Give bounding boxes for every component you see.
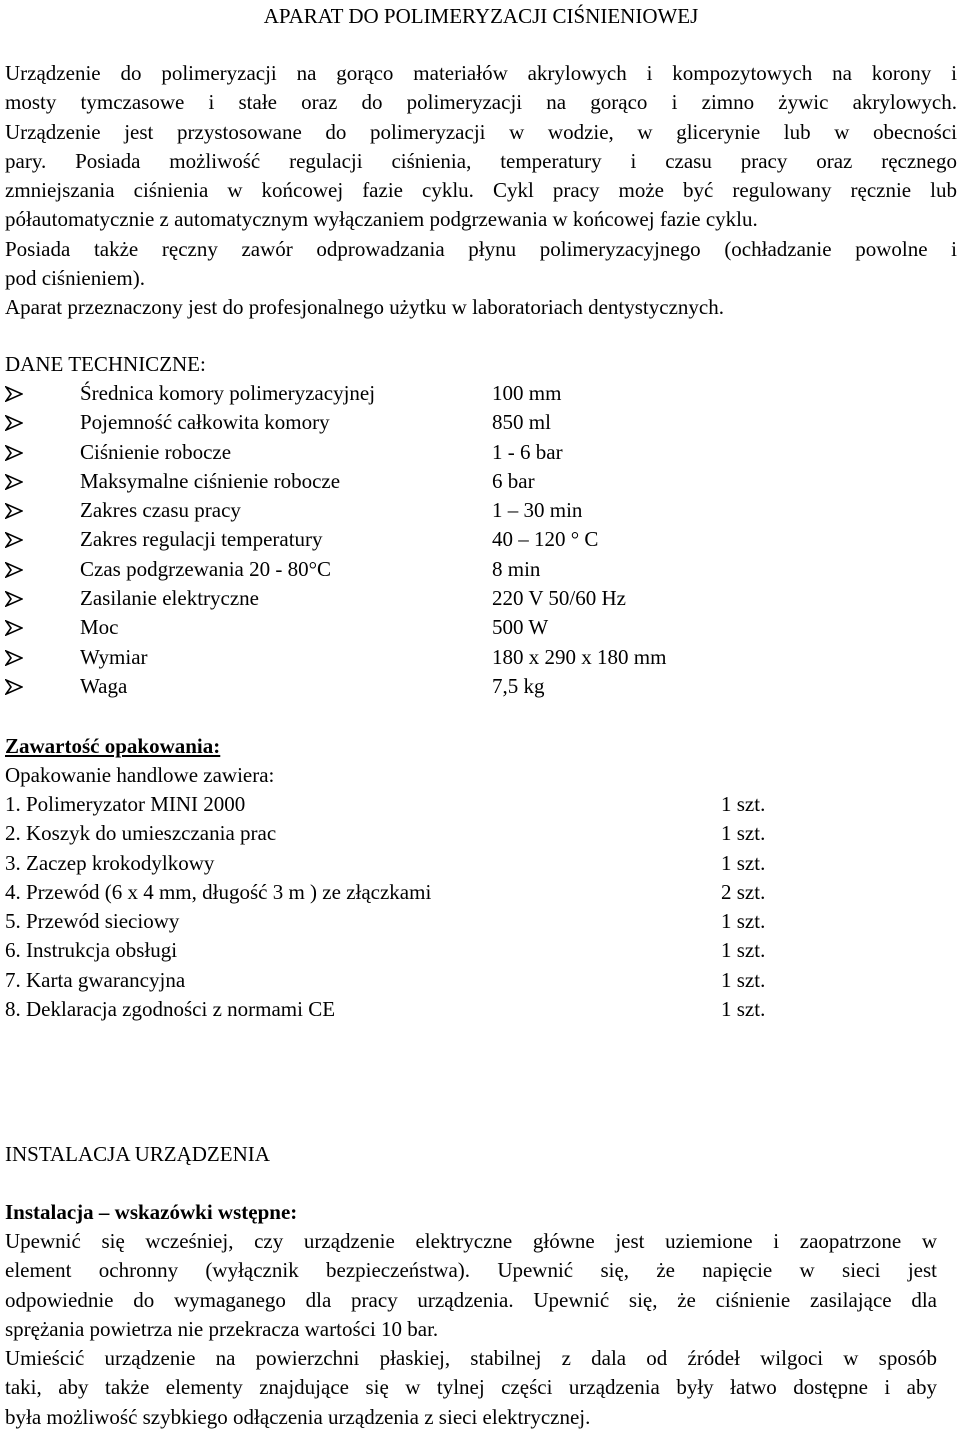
arrow-bullet-icon <box>5 613 27 642</box>
install-paragraph <box>5 1227 937 1432</box>
document-title: APARAT DO POLIMERYZACJI CIŚNIENIOWEJ <box>263 4 699 28</box>
package-item-qty: 1 szt. <box>721 792 766 816</box>
spec-label: Czas podgrzewania 20 - 80°C <box>80 556 331 581</box>
spec-value: 6 bar <box>492 468 535 493</box>
description-line: półautomatycznie z automatycznym wyłączaniem podgrzewania w końcowej fazie cyklu. <box>5 207 758 232</box>
package-item-name: 1. Polimeryzator MINI 2000 <box>5 792 246 816</box>
spec-value: 500 W <box>492 615 549 640</box>
spec-value: 1 - 6 bar <box>492 439 563 464</box>
spec-label: Waga <box>80 673 128 698</box>
spec-label: Wymiar <box>80 644 148 669</box>
spec-value: 8 min <box>492 556 541 581</box>
install-line: Umieścić urządzenie na powierzchni płaskiej, stabilnej z dala od źródeł wilgoci w sposób <box>5 1346 937 1371</box>
package-item-name: 4. Przewód (6 x 4 mm, długość 3 m ) ze złączkami <box>5 879 432 904</box>
package-item <box>5 907 957 936</box>
package-item-qty: 1 szt. <box>721 821 766 846</box>
tech-data-label: DANE TECHNICZNE: <box>5 352 206 376</box>
package-item-qty: 1 szt. <box>721 997 766 1022</box>
package-item <box>5 790 957 819</box>
spec-row <box>5 555 957 584</box>
spec-row <box>5 438 957 467</box>
arrow-bullet-icon <box>5 379 27 408</box>
description-line: Urządzenie do polimeryzacji na gorąco materiałów akrylowych i kompozytowych na korony i <box>5 61 957 85</box>
package-items-list <box>5 790 957 1024</box>
package-item-qty: 1 szt. <box>721 938 766 963</box>
spec-row <box>5 467 957 496</box>
package-item-qty: 2 szt. <box>721 879 766 904</box>
spec-value: 40 – 120 ° C <box>492 527 599 552</box>
spec-label: Maksymalne ciśnienie robocze <box>80 468 341 493</box>
spec-row <box>5 584 957 613</box>
arrow-bullet-icon <box>5 467 27 496</box>
spec-label: Zakres czasu pracy <box>80 498 241 523</box>
arrow-bullet-icon <box>5 408 27 437</box>
spec-value: 180 x 290 x 180 mm <box>492 644 667 669</box>
spec-row <box>5 408 957 437</box>
package-item-name: 8. Deklaracja zgodności z normami CE <box>5 997 336 1022</box>
package-item-qty: 1 szt. <box>721 909 766 934</box>
spec-row <box>5 525 957 554</box>
package-item <box>5 995 957 1024</box>
spec-value: 7,5 kg <box>492 673 545 698</box>
spec-value: 100 mm <box>492 381 562 405</box>
spec-label: Pojemność całkowita komory <box>80 410 330 435</box>
spec-value: 220 V 50/60 Hz <box>492 586 626 611</box>
install-line: odpowiednie do wymaganego dla pracy urządzenia. Upewnić się, że ciśnienie zasilające dla <box>5 1287 937 1312</box>
spec-row <box>5 379 957 408</box>
package-item <box>5 936 957 965</box>
package-heading: Zawartość opakowania: <box>5 734 221 758</box>
install-line: sprężania powietrza nie przekracza wartości 10 bar. <box>5 1316 439 1341</box>
arrow-bullet-icon <box>5 672 27 701</box>
install-line: Upewnić się wcześniej, czy urządzenie elektryczne główne jest uziemione i zaopatrzone w <box>5 1229 937 1253</box>
package-item-name: 3. Zaczep krokodylkowy <box>5 850 215 875</box>
install-line: element ochronny (wyłącznik bezpieczeństwa). Upewnić się, że napięcie w sieci jest <box>5 1258 937 1283</box>
spec-row <box>5 672 957 701</box>
package-item-name: 7. Karta gwarancyjna <box>5 967 186 992</box>
package-item <box>5 966 957 995</box>
package-item <box>5 849 957 878</box>
install-subheading: Instalacja – wskazówki wstępne: <box>5 1200 298 1224</box>
arrow-bullet-icon <box>5 643 27 672</box>
arrow-bullet-icon <box>5 496 27 525</box>
description-line: mosty tymczasowe i stałe oraz do polimeryzacji na gorąco i zimno żywic akrylowych. <box>5 90 957 115</box>
description-line: zmniejszania ciśnienia w końcowej fazie cyklu. Cykl pracy może być regulowany ręcznie lub <box>5 178 957 203</box>
spec-row <box>5 496 957 525</box>
package-item <box>5 878 957 907</box>
description-paragraph <box>5 59 957 323</box>
arrow-bullet-icon <box>5 438 27 467</box>
install-line: taki, aby także elementy znajdujące się w tylnej części urządzenia były łatwo dostępne i aby <box>5 1375 937 1400</box>
spec-label: Moc <box>80 615 119 640</box>
package-item-name: 6. Instrukcja obsługi <box>5 938 178 963</box>
spec-label: Ciśnienie robocze <box>80 439 232 464</box>
description-line: Urządzenie jest przystosowane do polimeryzacji w wodzie, w glicerynie lub w obecności <box>5 119 957 144</box>
spec-label: Zasilanie elektryczne <box>80 586 259 611</box>
tech-specs-list <box>5 379 957 701</box>
spec-row <box>5 613 957 642</box>
spec-value: 1 – 30 min <box>492 498 583 523</box>
spec-label: Zakres regulacji temperatury <box>80 527 323 552</box>
package-item-name: 5. Przewód sieciowy <box>5 909 180 934</box>
description-line: pod ciśnieniem). <box>5 266 145 291</box>
package-item-qty: 1 szt. <box>721 967 766 992</box>
install-heading: INSTALACJA URZĄDZENIA <box>5 1142 270 1166</box>
arrow-bullet-icon <box>5 584 27 613</box>
arrow-bullet-icon <box>5 555 27 584</box>
package-item <box>5 819 957 848</box>
spec-label: Średnica komory polimeryzacyjnej <box>80 381 376 405</box>
spec-row <box>5 643 957 672</box>
description-line: pary. Posiada możliwość regulacji ciśnienia, temperatury i czasu pracy oraz ręcznego <box>5 148 957 173</box>
arrow-bullet-icon <box>5 525 27 554</box>
description-line: Aparat przeznaczony jest do profesjonalnego użytku w laboratoriach dentystycznych. <box>5 295 724 320</box>
install-line: była możliwość szybkiego odłączenia urządzenia z sieci elektrycznej. <box>5 1404 591 1429</box>
package-item-name: 2. Koszyk do umieszczania prac <box>5 821 277 846</box>
spec-value: 850 ml <box>492 410 551 435</box>
package-intro: Opakowanie handlowe zawiera: <box>5 763 275 787</box>
description-line: Posiada także ręczny zawór odprowadzania płynu polimeryzacyjnego (ochładzanie powolne i <box>5 236 957 261</box>
package-item-qty: 1 szt. <box>721 850 766 875</box>
